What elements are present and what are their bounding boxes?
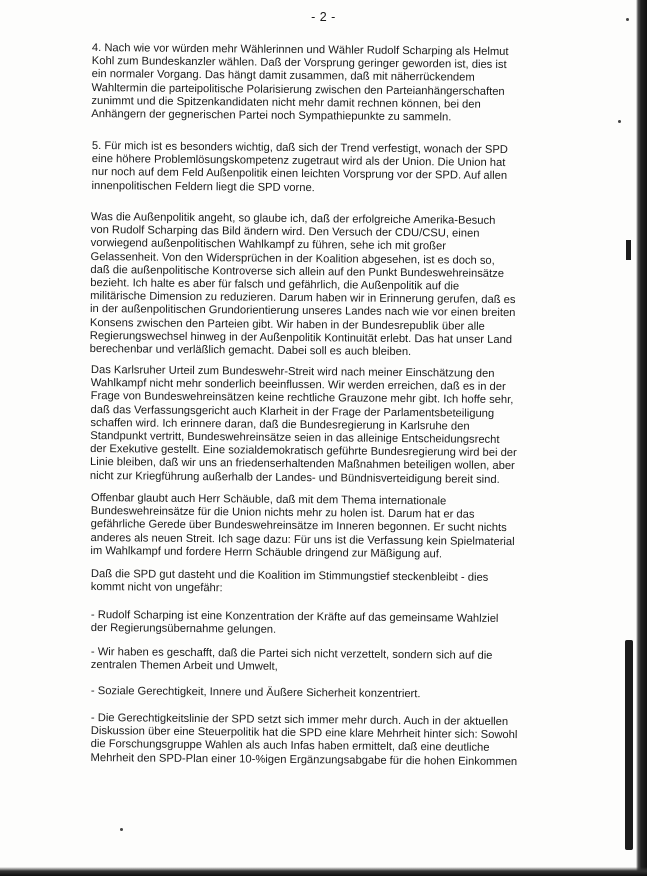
text-line: der Exekutive gestellt. Eine sozialdemokratisch geführte Bundesregierung wird bei der [90, 443, 517, 460]
text-line: - Soziale Gerechtigkeit, Innere und Äußere Sicherheit konzentriert. [90, 685, 421, 701]
paragraph-5 [91, 140, 531, 197]
text-line: der Regierungsübernahme gelungen. [90, 622, 277, 636]
text-line: Mehrheit den SPD-Plan einer 10-%igen Ergänzungsabgabe für die hohen Einkommen [90, 751, 518, 768]
bullet-scharping [91, 609, 531, 640]
text-line: Anhängern der gegnerischen Partei noch Sympathiepunkte zu sammeln. [91, 108, 452, 124]
text-line: nicht zur Kriegführung außerhalb der Landes- und Bündnisverteidigung bereit sind. [89, 469, 500, 486]
text-line: kommt nicht von ungefähr: [90, 581, 223, 595]
text-line: Standpunkt vertritt, Bundeswehreinsätze seien in das alleinige Entscheidungsrecht [90, 430, 500, 446]
text-line: schaffen wird. Ich erinnere daran, daß die Bundesregierung in Karlsruhe den [90, 416, 470, 433]
scan-artifact [626, 240, 631, 260]
text-line: anderes als neuen Streit. Ich sage dazu: Für uns ist die Verfassung kein Spielmaterial [90, 531, 515, 548]
paragraph-schaeuble [90, 492, 531, 562]
scan-speck [626, 18, 629, 21]
text-line: die Forschungsgruppe Wahlen als auch Infas haben ermittelt, daß eine deutliche [90, 738, 490, 755]
scan-edge-right [636, 0, 647, 876]
paragraph-4 [91, 42, 532, 125]
text-line: vorwiegend außenpolitischen Wahlkampf zu führen, sehe ich mit großer [90, 237, 447, 253]
text-line: Diskussion über eine Steuerpolitik hat die SPD eine klare Mehrheit hinter sich: Sowohl [90, 725, 518, 742]
text-line: 5. Für mich ist es besonders wichtig, daß sich der Trend verfestigt, wonach der SPD [91, 140, 508, 156]
scan-edge-bottom [0, 867, 647, 876]
text-line: Bundeswehreinsätze für die Union nichts mehr zu holen ist. Darum hat er das [90, 505, 475, 521]
text-line: ein normaler Vorgang. Das hängt damit zusammen, daß mit näherrückendem [91, 68, 475, 85]
text-line: Was die Außenpolitik angeht, so glaube ich, daß der erfolgreiche Amerika-Besuch [90, 211, 496, 227]
text-line: von Rudolf Scharping das Bild ändern wird. Den Versuch der CDU/CSU, einen [90, 224, 480, 240]
text-line: bezieht. Ich halte es aber für falsch und gefährlich, die Außenpolitik auf die [90, 277, 460, 293]
paragraph-foreign-policy [90, 211, 531, 360]
scan-artifact [625, 640, 633, 850]
text-line: gefährliche Gerede über Bundeswehreinsätze im Inneren begonnen. Er sucht nichts [90, 518, 507, 535]
text-line: Konsens zwischen den Parteien gibt. Wir haben in der Bundesrepublik über alle [89, 316, 485, 333]
text-line: Das Karlsruher Urteil zum Bundeswehr-Streit wird nach meiner Einschätzung den [90, 364, 495, 380]
text-line: - Wir haben es geschafft, daß die Partei sich nicht verzettelt, sondern sich auf die [90, 646, 493, 662]
text-line: Daß die SPD gut dasteht und die Koalition im Stimmungstief steckenbleibt - dies [90, 568, 489, 584]
text-line: Regierungswechsel hinweg in der Außenpolitik Kontinuität erlebt. Das hat unser Land [89, 329, 513, 346]
text-line: - Rudolf Scharping ist eine Konzentration der Kräfte auf das gemeinsame Wahlziel [90, 609, 499, 625]
text-line: berechenbar und verläßlich gemacht. Dabei soll es auch bleiben. [89, 343, 412, 359]
text-line: daß die außenpolitische Kontroverse sich allein auf den Punkt Bundeswehreinsätze [90, 263, 505, 280]
text-line: eine höhere Problemlösungskompetenz zugetraut wird als der Union. Die Union hat [91, 153, 506, 170]
text-line: Kohl zum Bundeskanzler wählen. Daß der Vorsprung geringer geworden ist, dies ist [91, 55, 507, 72]
text-line: Frage von Bundeswehreinsätzen keine rechtliche Grauzone mehr gibt. Ich hoffe sehr, [90, 390, 514, 407]
bullet-social-justice [91, 685, 531, 702]
text-line: im Wahlkampf und fordere Herrn Schäuble dringend zur Mäßigung auf. [90, 544, 443, 561]
paragraph-spd-intro [91, 568, 531, 599]
text-line: daß das Verfassungsgericht auch Klarheit in der Frage der Parlamentsbeteiligung [90, 403, 495, 420]
text-line: - Die Gerechtigkeitslinie der SPD setzt sich immer mehr durch. Auch in der aktuellen [90, 712, 509, 729]
text-line: Offenbar glaubt auch Herr Schäuble, daß mit dem Thema internationale [90, 492, 447, 508]
text-line: 4. Nach wie vor würden mehr Wählerinnen und Wähler Rudolf Scharping als Helmut [91, 42, 509, 58]
bullet-justice-line [90, 712, 530, 769]
text-line: Linie bleiben, daß wir uns an friedenserhaltenden Maßnahmen beteiligen wollen, aber [89, 456, 515, 473]
text-line: innenpolitischen Feldern liegt die SPD vorne. [91, 179, 315, 194]
text-line: Gelassenheit. Von den Widersprüchen in der Koalition abgesehen, ist es doch so, [90, 250, 495, 267]
text-line: zentralen Themen Arbeit und Umwelt, [90, 659, 278, 673]
bullet-party-focus [91, 646, 531, 677]
scan-speck [120, 828, 123, 831]
text-line: zunimmt und die Spitzenkandidaten nicht mehr damit rechnen können, bei den [91, 94, 481, 111]
text-line: Wahlkampf nicht mehr sonderlich beeinflussen. Wir werden erreichen, daß es in der [90, 377, 506, 394]
text-line: nur noch auf dem Feld Außenpolitik einen leichten Vorsprung vor der SPD. Auf allen [91, 166, 508, 183]
paragraph-karlsruhe [90, 364, 531, 487]
text-line: in der außenpolitischen Grundorientierung unseres Landes nach wie vor einen breiten [89, 303, 516, 320]
text-line: Wahltermin die parteipolitische Polarisierung zwischen den Parteianhängerschaften [91, 81, 505, 98]
page-number: - 2 - [311, 10, 336, 24]
scan-speck [618, 120, 621, 123]
text-line: militärische Dimension zu reduzieren. Darum haben wir in Erinnerung gerufen, daß es [90, 290, 516, 307]
